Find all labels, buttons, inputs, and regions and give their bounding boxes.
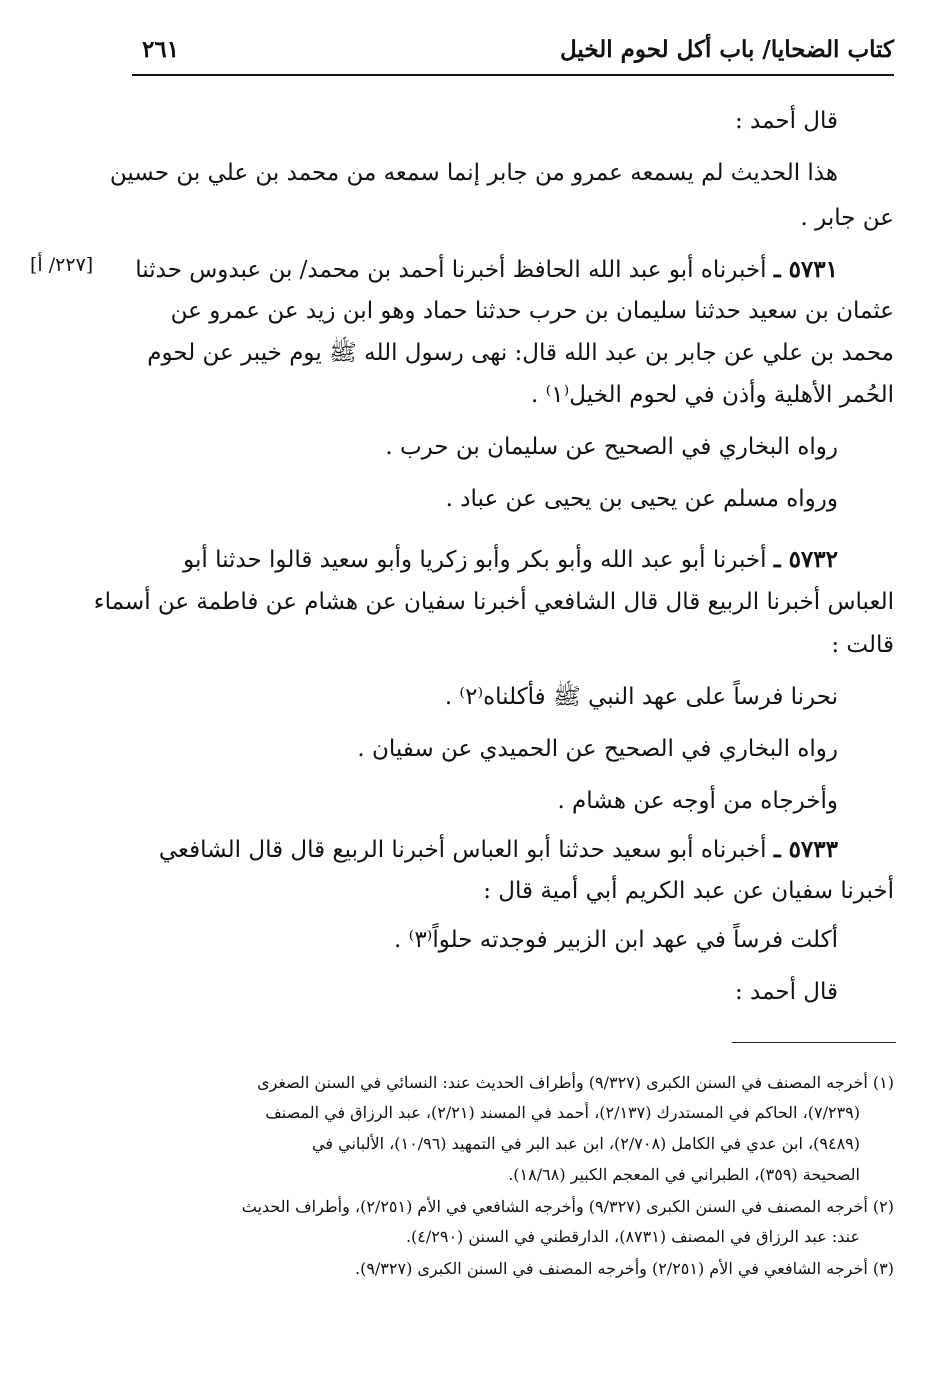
hadith-number: ٥٧٣١ ـ xyxy=(773,256,838,283)
body-line: نحرنا فرساً على عهد النبي ﷺ فأكلناه⁽٢⁾ . xyxy=(444,684,838,710)
footnote-line: (٣) أخرجه الشافعي في الأم (٢/٢٥١) وأخرجه المصنف في السنن الكبرى (٩/٣٢٧). xyxy=(354,1259,894,1278)
footnote-separator xyxy=(732,1042,896,1043)
body-line: وأخرجاه من أوجه عن هشام . xyxy=(557,788,838,814)
body-line-text: أخبرناه أبو سعيد حدثنا أبو العباس أخبرنا الربيع قال قال الشافعي xyxy=(158,837,767,863)
footnote-line: (٩٤٨٩)، ابن عدي في الكامل (٢/٧٠٨)، ابن عبد البر في التمهيد (١٠/٩٦)، الألباني في xyxy=(312,1134,860,1153)
body-line-text: أخبرنا أبو عبد الله وأبو بكر وأبو زكريا وأبو سعيد قالوا حدثنا أبو xyxy=(183,547,767,573)
body-line: قال أحمد : xyxy=(734,108,838,134)
hadith-number: ٥٧٣٣ ـ xyxy=(773,836,838,863)
hadith-number: ٥٧٣٢ ـ xyxy=(773,546,838,573)
footnote-line: الصحيحة (٣٥٩)، الطبراني في المعجم الكبير (١٨/٦٨). xyxy=(508,1165,860,1184)
hadith-5731-first-line xyxy=(135,255,838,285)
body-line: عن جابر . xyxy=(800,205,894,231)
manuscript-folio-reference: [٢٢٧/ أ] xyxy=(30,254,94,276)
hadith-5732-first-line xyxy=(183,545,838,575)
body-line: رواه البخاري في الصحيح عن سليمان بن حرب . xyxy=(385,434,838,460)
body-line: عثمان بن سعيد حدثنا سليمان بن حرب حدثنا حماد وهو ابن زيد عن عمرو عن xyxy=(170,298,894,324)
hadith-5733-first-line xyxy=(159,835,838,865)
body-line: أخبرنا سفيان عن عبد الكريم أبي أمية قال : xyxy=(483,878,894,904)
body-line: أكلت فرساً في عهد ابن الزبير فوجدته حلواً⁽٣⁾ . xyxy=(394,927,838,953)
footnote-line: عند: عبد الرزاق في المصنف (٨٧٣١)، الدارقطني في السنن (٤/٢٩٠). xyxy=(405,1227,860,1246)
body-line: رواه البخاري في الصحيح عن الحميدي عن سفيان . xyxy=(357,736,838,762)
footnote-line: (١) أخرجه المصنف في السنن الكبرى (٩/٣٢٧) وأطراف الحديث عند: النسائي في السنن الصغرى xyxy=(257,1073,894,1092)
footnote-line: (٢) أخرجه المصنف في السنن الكبرى (٩/٣٢٧) وأخرجه الشافعي في الأم (٢/٢٥١)، وأطراف الحديث xyxy=(241,1197,894,1216)
body-line: ورواه مسلم عن يحيى بن يحيى عن عباد . xyxy=(445,486,838,512)
page-number: ٢٦١ xyxy=(142,36,180,63)
running-title: كتاب الضحايا/ باب أكل لحوم الخيل xyxy=(560,36,894,63)
body-line: هذا الحديث لم يسمعه عمرو من جابر إنما سمعه من محمد بن علي بن حسين xyxy=(109,160,838,186)
body-line-text: أخبرناه أبو عبد الله الحافظ أخبرنا أحمد بن محمد/ بن عبدوس حدثنا xyxy=(135,257,767,283)
page-header xyxy=(132,30,894,76)
body-line: محمد بن علي عن جابر بن عبد الله قال: نهى رسول الله ﷺ يوم خيبر عن لحوم xyxy=(147,340,894,366)
footnote-line: (٧/٢٣٩)، الحاكم في المستدرك (٢/١٣٧)، أحمد في المسند (٢/٢١)، عبد الرزاق في المصنف xyxy=(265,1103,860,1122)
body-line: الحُمر الأهلية وأذن في لحوم الخيل⁽١⁾ . xyxy=(531,382,894,408)
body-line: قال أحمد : xyxy=(734,979,838,1005)
body-line: قالت : xyxy=(831,632,894,658)
body-line: العباس أخبرنا الربيع قال قال الشافعي أخبرنا سفيان عن هشام عن فاطمة عن أسماء xyxy=(93,589,894,615)
